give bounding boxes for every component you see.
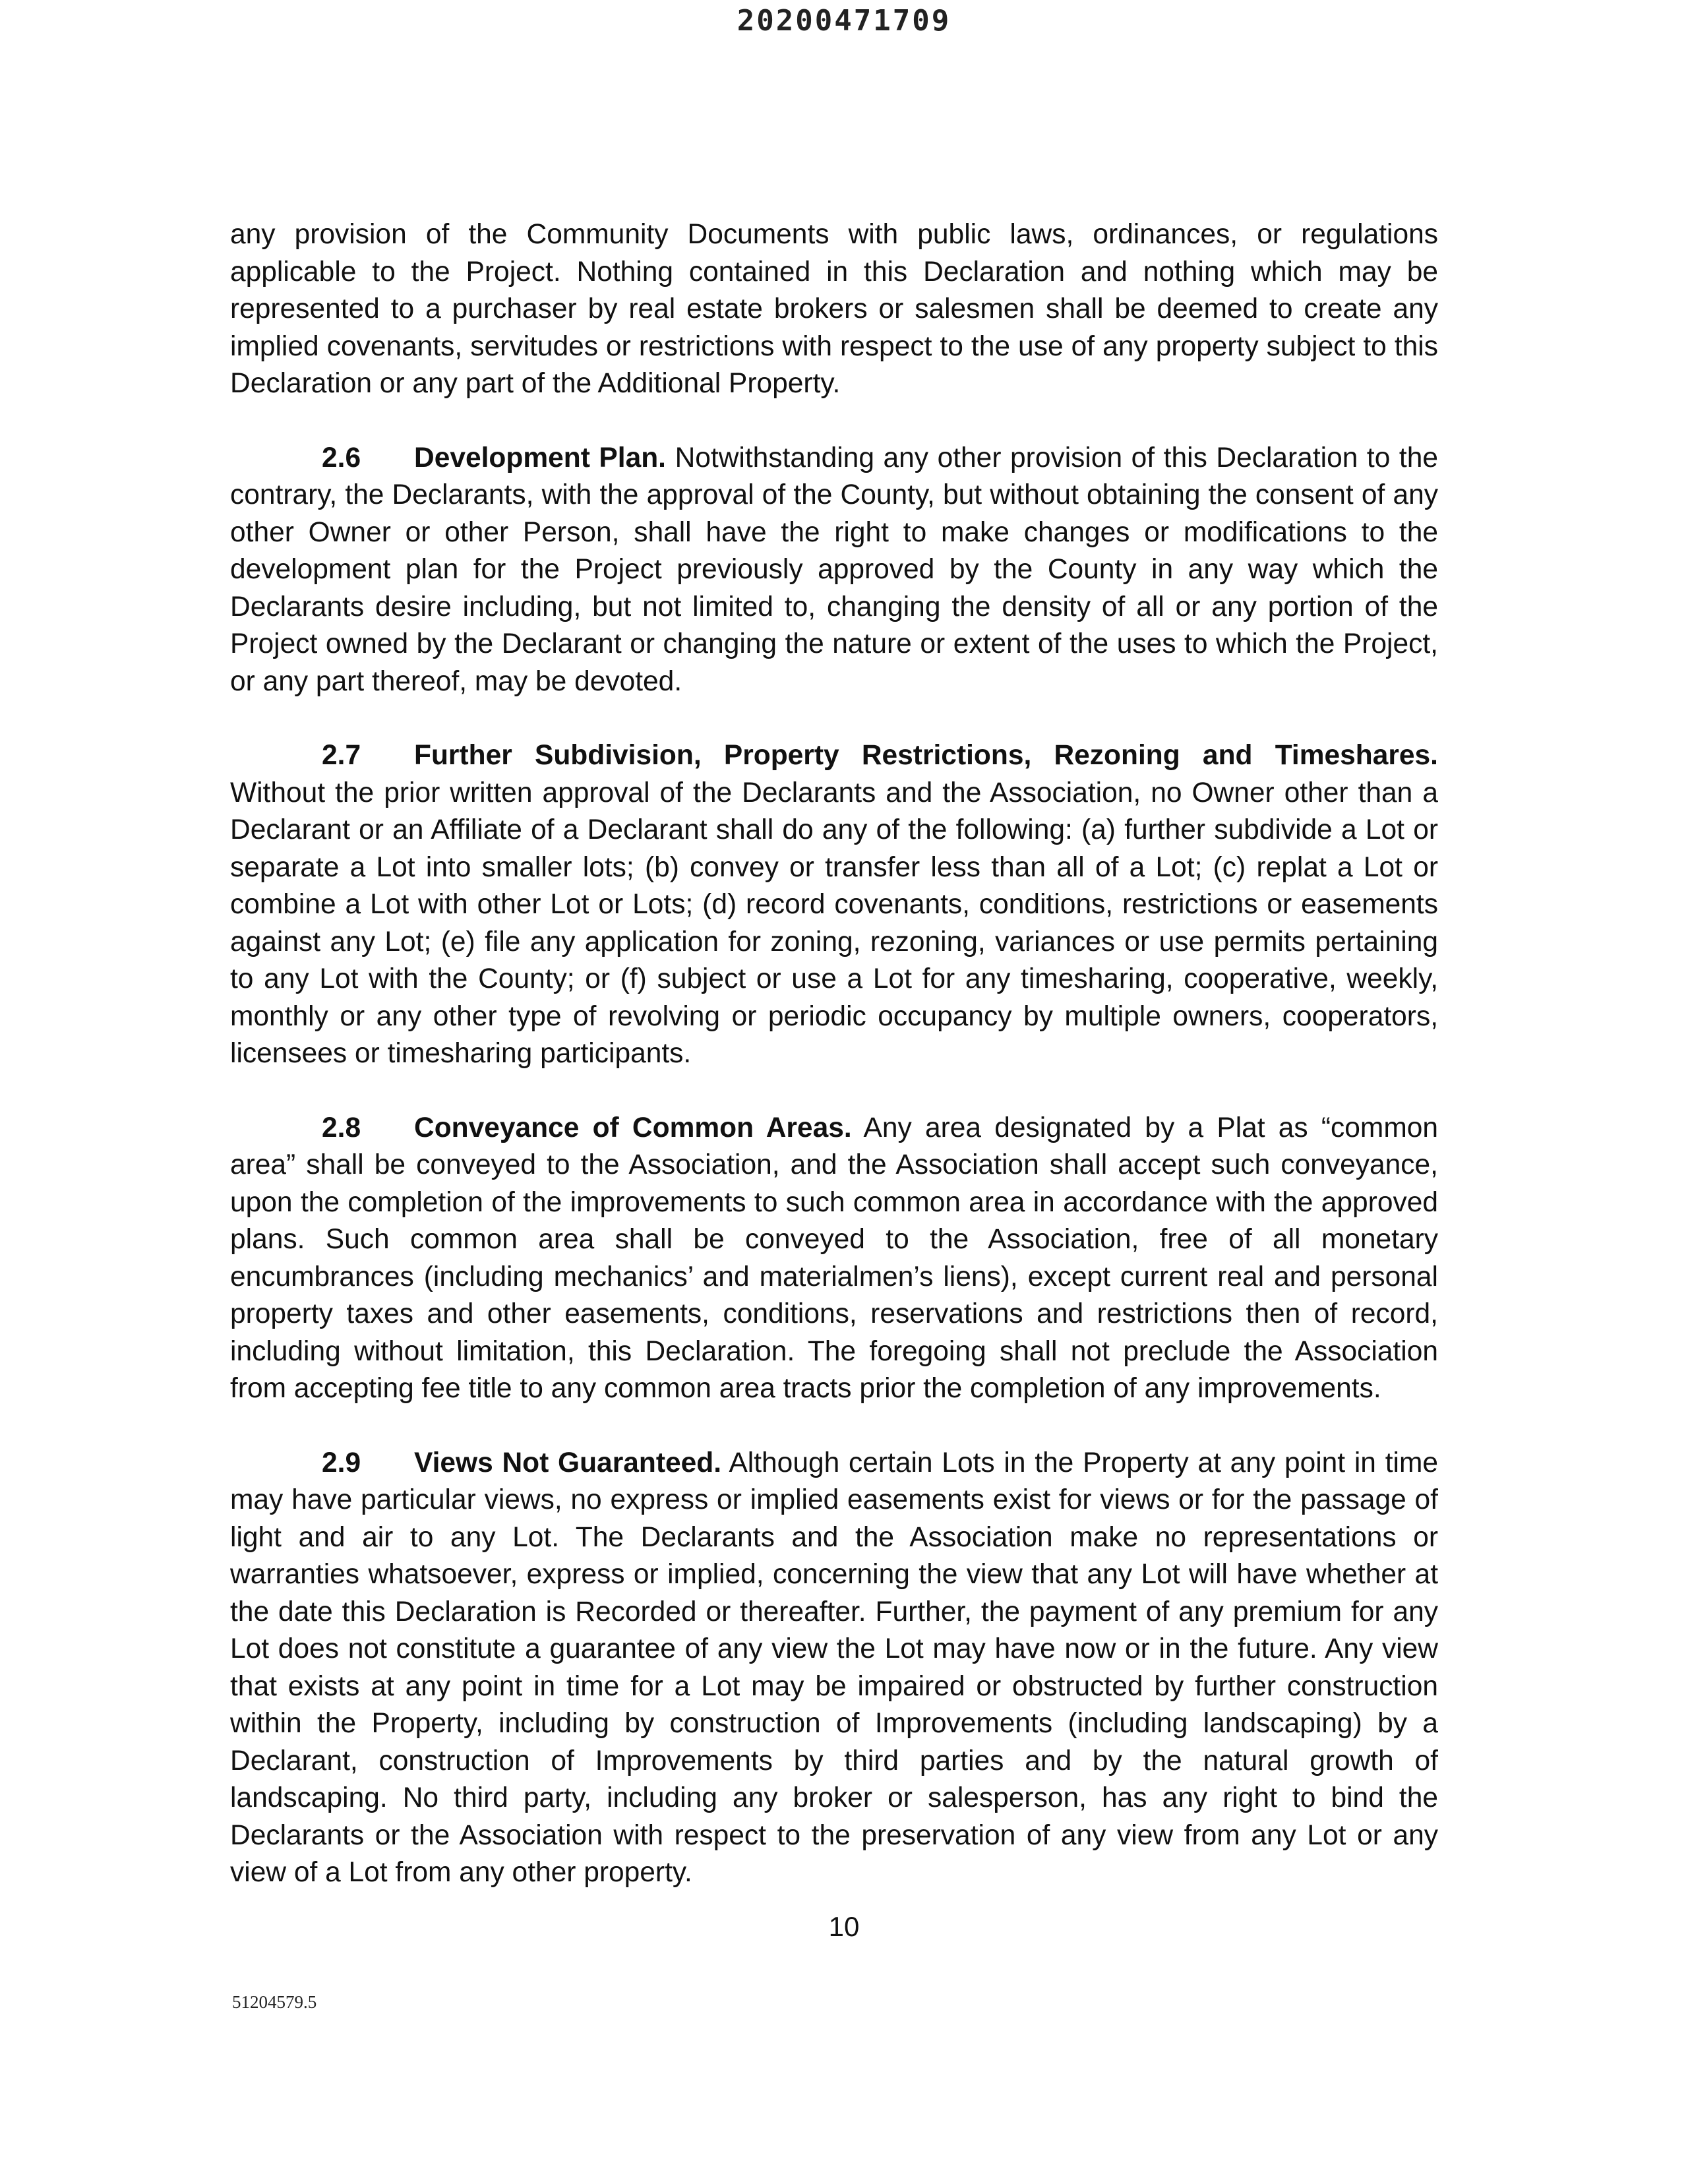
section-text: Any area designated by a Plat as “common area” shall be conveyed to the Association, and the Association shall accept such conveyance, upon the completion of the improvements to such common area in accordance with the approved plans. Such common area shall be conveyed to the Association, free of all monetary encumbrances (including mechanics’ and materialmen’s liens), except current real and personal property taxes and other easements, conditions, reservations and restrictions then of record, including without limitation, this Declaration. The foregoing shall not preclude the Association from accepting fee title to any common area tracts prior the completion of any improvements. bbox=[230, 1112, 1438, 1404]
document-body bbox=[230, 216, 1438, 1892]
section-text: Although certain Lots in the Property at any point in time may have particular views, no express or implied easements exist for views or for the passage of light and air to any Lot. The Declarants and the Association make no representations or warranties whatsoever, express or implied, concerning the view that any Lot will have whether at the date this Declaration is Recorded or thereafter. Further, the payment of any premium for any Lot does not constitute a guarantee of any view the Lot may have now or in the future. Any view that exists at any point in time for a Lot may be impaired or obstructed by further construction within the Property, including by construction of Improvements (including landscaping) by a Declarant, construction of Improvements by third parties and by the natural growth of landscaping. No third party, including any broker or salesperson, has any right to bind the Declarants or the Association with respect to the preservation of any view from any Lot or any view of a Lot from any other property. bbox=[230, 1447, 1438, 1888]
section-number: 2.9 bbox=[322, 1447, 361, 1478]
section-2-6 bbox=[230, 440, 1438, 701]
document-id: 51204579.5 bbox=[232, 1992, 317, 2012]
section-number: 2.7 bbox=[322, 740, 361, 771]
section-number: 2.8 bbox=[322, 1112, 361, 1143]
section-2-8 bbox=[230, 1110, 1438, 1408]
recording-number: 20200471709 bbox=[737, 4, 951, 38]
page-number: 10 bbox=[828, 1911, 860, 1942]
section-title: Conveyance of Common Areas. bbox=[414, 1112, 852, 1143]
paragraph-text: any provision of the Community Documents with public laws, ordinances, or regulations applicable to the Project. Nothing contained in this Declaration and nothing which may be represented to a purchaser by real estate brokers or salesmen shall be deemed to create any implied covenants, servitudes or restrictions with respect to the use of any property subject to this Declaration or any part of the Additional Property. bbox=[230, 219, 1438, 399]
section-2-7 bbox=[230, 737, 1438, 1073]
paragraph-continuation bbox=[230, 216, 1438, 403]
section-title: Further Subdivision, Property Restrictions, Rezoning and Timeshares. bbox=[414, 740, 1438, 771]
section-title: Development Plan. bbox=[414, 442, 666, 473]
section-2-9 bbox=[230, 1445, 1438, 1892]
section-number: 2.6 bbox=[322, 442, 361, 473]
section-text: Without the prior written approval of the Declarants and the Association, no Owner other than a Declarant or an Affiliate of a Declarant shall do any of the following: (a) further subdivide a Lot or separate a Lot into smaller lots; (b) convey or transfer less than all of a Lot; (c) replat a Lot or combine a Lot with other Lot or Lots; (d) record covenants, conditions, restrictions or easements against any Lot; (e) file any application for zoning, rezoning, variances or use permits pertaining to any Lot with the County; or (f) subject or use a Lot for any timesharing, cooperative, weekly, monthly or any other type of revolving or periodic occupancy by multiple owners, cooperators, licensees or timesharing participants. bbox=[230, 777, 1438, 1069]
section-title: Views Not Guaranteed. bbox=[414, 1447, 722, 1478]
section-text: Notwithstanding any other provision of this Declaration to the contrary, the Declarants, with the approval of the County, but without obtaining the consent of any other Owner or other Person, shall have the right to make changes or modifications to the development plan for the Project previously approved by the County in any way which the Declarants desire including, but not limited to, changing the density of all or any portion of the Project owned by the Declarant or changing the nature or extent of the uses to which the Project, or any part thereof, may be devoted. bbox=[230, 442, 1438, 697]
